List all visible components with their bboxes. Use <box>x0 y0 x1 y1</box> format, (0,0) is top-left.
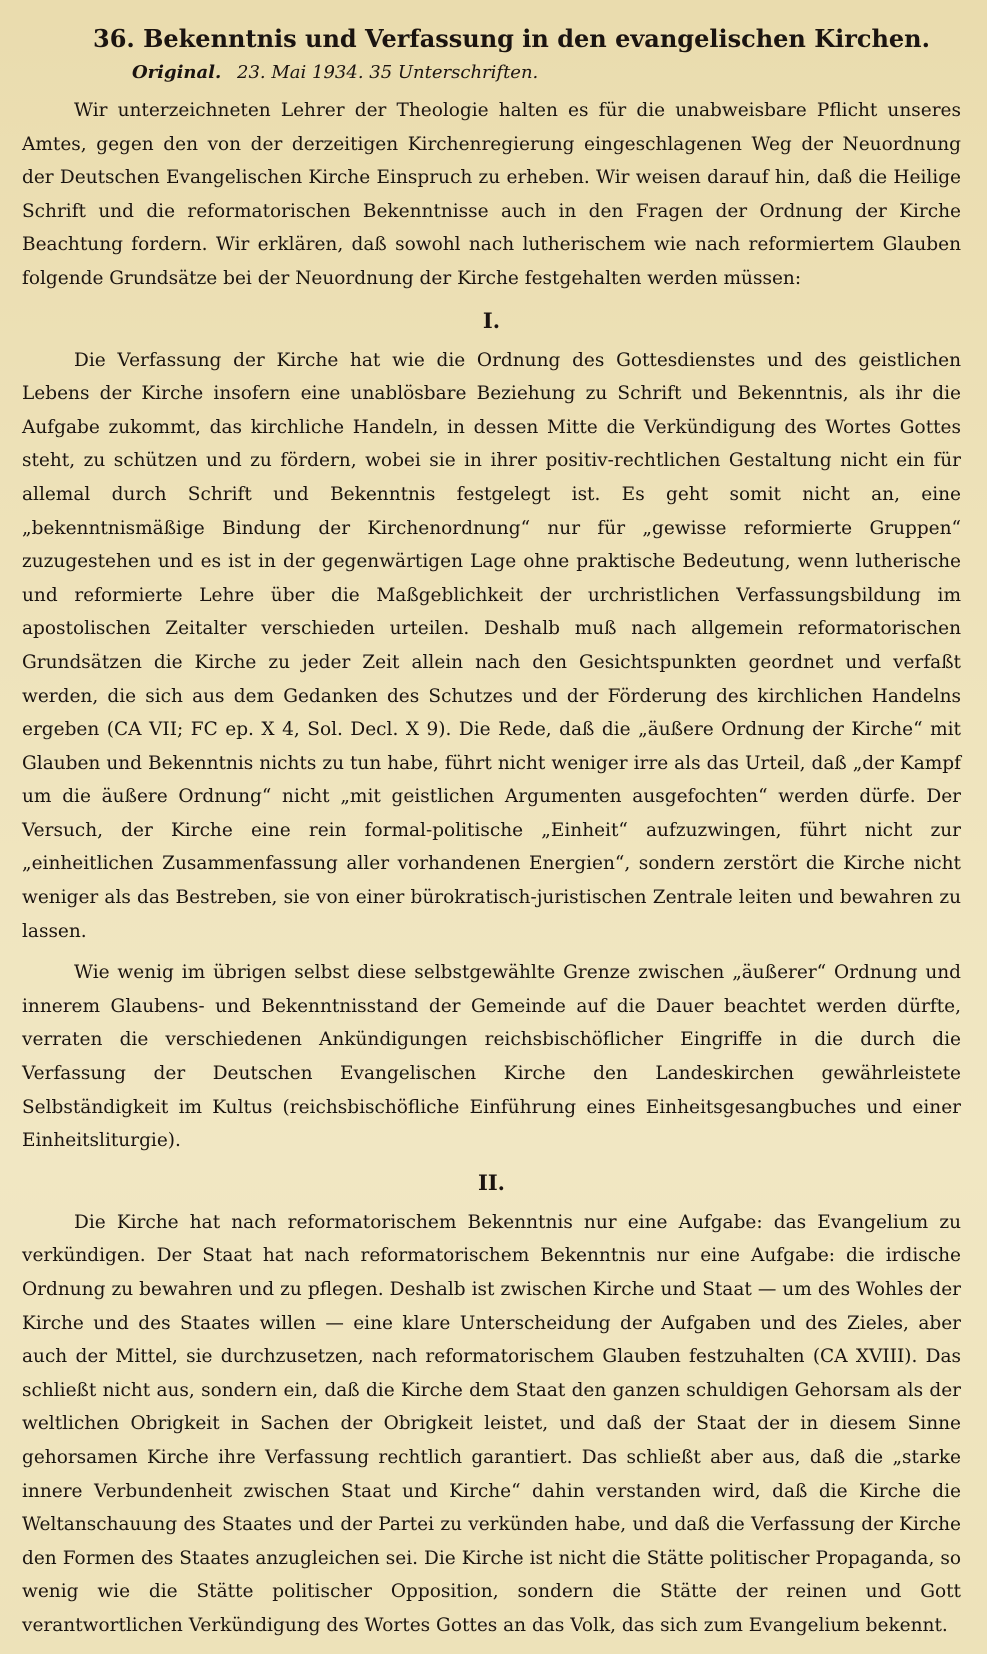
section2-paragraph-1: Die Kirche hat nach reformatorischem Bekenntnis nur eine Aufgabe: das Evangelium zu verkündigen. Der Staat hat nach reformatorischem Bekenntnis nur eine Aufgabe: die irdische Ordnung zu bewahren und zu pflegen. Deshalb ist zwischen Kirche und Staat — um des Wohles der Kirche und des Staates willen — eine klare Unterscheidung der Aufgaben und des Zieles, aber auch der Mittel, sie durchzusetzen, nach reformatorischem Glauben festzuhalten (CA XVIII). Das schließt nicht aus, sondern ein, daß die Kirche dem Staat den ganzen schuldigen Gehorsam als der weltlichen Obrigkeit in Sachen der Obrigkeit leistet, und daß der Staat der in diesem Sinne gehorsamen Kirche ihre Verfassung rechtlich garantiert. Das schließt aber aus, daß die „starke innere Verbundenheit zwischen Staat und Kirche“ dahin verstanden wird, daß die Kirche die Weltanschauung des Staates und der Partei zu verkünden habe, und daß die Verfassung der Kirche den Formen des Staates anzugleichen sei. Die Kirche ist nicht die Stätte politischer Propaganda, so wenig wie die Stätte politischer Opposition, sondern die Stätte der reinen und Gott verantwortlichen Verkündigung des Wortes Gottes an das Volk, das sich zum Evangelium bekennt. <box>22 1211 961 1636</box>
section1-paragraph-1: Die Verfassung der Kirche hat wie die Ordnung des Gottesdienstes und des geistlichen Lebens der Kirche insofern eine unablösbare Beziehung zu Schrift und Bekenntnis, als ihr die Aufgabe zukommt, das kirchliche Handeln, in dessen Mitte die Verkündigung des Wortes Gottes steht, zu schützen und zu fördern, wobei sie in ihrer positiv-rechtlichen Gestaltung nicht ein für allemal durch Schrift und Bekenntnis festgelegt ist. Es geht somit nicht an, eine „bekenntnismäßige Bindung der Kirchenordnung“ nur für „gewisse reformierte Gruppen“ zuzugestehen und es ist in der gegenwärtigen Lage ohne praktische Bedeutung, wenn lutherische und reformierte Lehre über die Maßgeblichkeit der urchristlichen Verfassungsbildung im apostolischen Zeitalter verschieden urteilen. Deshalb muß nach allgemein reformatorischen Grundsätzen die Kirche zu jeder Zeit allein nach den Gesichtspunkten geordnet und verfaßt werden, die sich aus dem Gedanken des Schutzes und der Förderung des kirchlichen Handelns ergeben (CA VII; FC ep. X 4, Sol. Decl. X 9). Die Rede, daß die „äußere Ordnung der Kirche“ mit Glauben und Bekenntnis nichts zu tun habe, führt nicht weniger irre als das Urteil, daß „der Kampf um die äußere Ordnung“ nicht „mit geistlichen Argumenten ausgefochten“ werden dürfe. Der Versuch, der Kirche eine rein formal-politische „Einheit“ aufzuzwingen, führt nicht zur „einheitlichen Zusammenfassung aller vorhandenen Energien“, sondern zerstört die Kirche nicht weniger als das Bestreben, sie von einer bürokratisch-juristischen Zentrale leiten und bewahren zu lassen. <box>22 349 961 942</box>
subtitle-date-signatures: 23. Mai 1934. 35 Unterschriften. <box>237 62 539 83</box>
document-title: 36. Bekenntnis und Verfassung in den evangelischen Kirchen. <box>93 24 930 53</box>
subtitle-original: Original. <box>132 62 222 83</box>
section1-paragraph-2: Wie wenig im übrigen selbst diese selbstgewählte Grenze zwischen „äußerer“ Ordnung und innerem Glaubens- und Bekenntnisstand der Gemeinde auf die Dauer beachtet werden dürfte, verraten die verschiedenen Ankündigungen reichsbischöflicher Eingriffe in die durch die Verfassung der Deutschen Evangelischen Kirche den Landeskirchen gewährleistete Selbständigkeit im Kultus (reichsbischöfliche Einführung eines Einheitsgesangbuches und einer Einheitsliturgie). <box>22 962 961 1152</box>
intro-paragraph: Wir unterzeichneten Lehrer der Theologie halten es für die unabweisbare Pflicht unseres Amtes, gegen den von der derzeitigen Kirchenregierung eingeschlagenen Weg der Neuordnung der Deutschen Evangelischen Kirche Einspruch zu erheben. Wir weisen darauf hin, daß die Heilige Schrift und die reformatorischen Bekenntnisse auch in den Fragen der Ordnung der Kirche Beachtung fordern. Wir erklären, daß sowohl nach lutherischem wie nach reformiertem Glauben folgende Grundsätze bei der Neuordnung der Kirche festgehalten werden müssen: <box>22 100 961 289</box>
document-subtitle <box>132 58 961 88</box>
section-heading-1: I. <box>482 307 501 333</box>
section-heading-2: II. <box>478 1169 505 1195</box>
